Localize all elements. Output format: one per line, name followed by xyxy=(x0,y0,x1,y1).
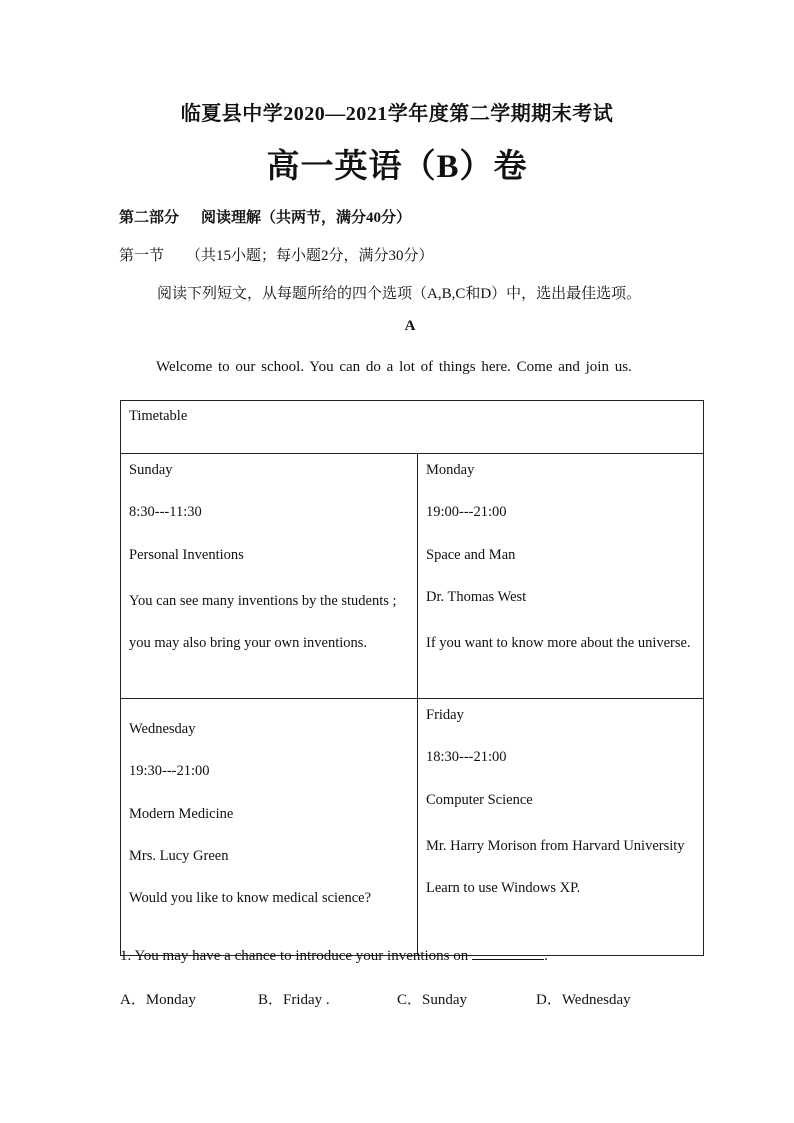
cell-topic: Computer Science xyxy=(426,791,533,808)
timetable-cell-monday xyxy=(418,454,704,699)
option-b xyxy=(258,988,330,1009)
cell-day: Wednesday xyxy=(129,721,196,737)
timetable-cell-sunday xyxy=(121,454,418,699)
timetable xyxy=(120,400,704,956)
cell-day: Sunday xyxy=(129,462,173,478)
cell-line2: Would you like to know medical science? xyxy=(129,890,372,907)
question-text: You may have a chance to introduce your inventions on xyxy=(134,948,469,964)
option-text: Friday . xyxy=(283,992,330,1008)
option-d xyxy=(536,988,631,1009)
cell-time: 8:30---11:30 xyxy=(129,504,202,521)
option-text: Wednesday xyxy=(561,992,631,1008)
exam-title: 临夏县中学2020—2021学年度第二学期期末考试 xyxy=(180,103,614,125)
option-c xyxy=(397,988,467,1009)
cell-line1: Mrs. Lucy Green xyxy=(129,847,229,864)
question-end: . xyxy=(544,948,549,964)
option-label: A． xyxy=(120,992,146,1008)
cell-topic: Space and Man xyxy=(426,546,516,563)
question-1-options xyxy=(120,988,680,1010)
reading-instruction: 阅读下列短文，从每题所给的四个选项（A,B,C和D）中，选出最佳选项。 xyxy=(157,286,642,302)
passage-intro: Welcome to our school. You can do a lot of things here. Come and join us. xyxy=(156,359,632,375)
timetable-cell-friday xyxy=(418,699,704,956)
section-heading xyxy=(119,244,434,265)
option-text: Monday xyxy=(145,992,196,1008)
passage-letter: A xyxy=(404,318,416,334)
cell-day: Monday xyxy=(426,462,475,478)
option-label: C． xyxy=(397,992,423,1008)
timetable-header: Timetable xyxy=(121,401,704,454)
question-number: 1. xyxy=(120,948,132,964)
cell-line2: If you want to know more about the universe. xyxy=(426,635,691,652)
cell-line1: You can see many inventions by the students ; xyxy=(129,592,397,609)
cell-line2: you may also bring your own inventions. xyxy=(129,635,368,652)
cell-topic: Personal Inventions xyxy=(129,546,244,563)
cell-topic: Modern Medicine xyxy=(129,805,234,822)
option-a xyxy=(120,988,196,1009)
cell-time: 19:00---21:00 xyxy=(426,504,507,521)
cell-day: Friday xyxy=(426,707,464,723)
question-1 xyxy=(120,945,548,965)
cell-time: 19:30---21:00 xyxy=(129,763,210,780)
option-label: D． xyxy=(536,992,562,1008)
section-detail: （共15小题；每小题2分，满分30分） xyxy=(186,248,434,264)
part-name: 第二部分 xyxy=(119,210,180,226)
timetable-cell-wednesday xyxy=(121,699,418,956)
answer-blank xyxy=(472,945,544,960)
cell-line1: Dr. Thomas West xyxy=(426,588,527,605)
part-title: 阅读理解（共两节，满分40分） xyxy=(201,210,412,226)
option-label: B． xyxy=(258,992,284,1008)
cell-time: 18:30---21:00 xyxy=(426,749,507,766)
cell-line2: Learn to use Windows XP. xyxy=(426,880,581,897)
part-heading xyxy=(119,206,411,227)
subject-title: 高一英语（B）卷 xyxy=(266,149,528,185)
option-text: Sunday xyxy=(422,992,468,1008)
section-name: 第一节 xyxy=(119,248,165,264)
cell-line1: Mr. Harry Morison from Harvard University xyxy=(426,837,685,854)
